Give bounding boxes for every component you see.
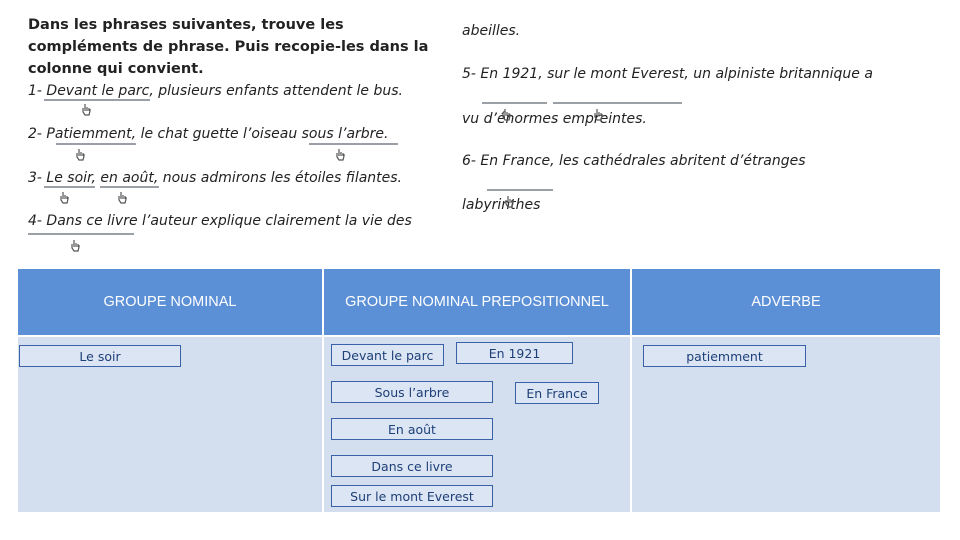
answer-chip-en-1921[interactable]: En 1921 bbox=[456, 342, 573, 364]
instructions: Dans les phrases suivantes, trouve les compléments de phrase. Puis recopie-les dans la colonne qui convient. bbox=[28, 17, 429, 77]
header-divider bbox=[18, 335, 940, 337]
drag-hand-icon[interactable] bbox=[116, 191, 128, 205]
answer-chip-sur-le-mont-everest[interactable]: Sur le mont Everest bbox=[331, 485, 493, 507]
sentence-4-continued: abeilles. bbox=[462, 23, 521, 39]
answer-underline bbox=[44, 99, 150, 101]
drag-hand-icon[interactable] bbox=[334, 148, 346, 162]
answer-chip-dans-ce-livre[interactable]: Dans ce livre bbox=[331, 455, 493, 477]
drag-hand-icon[interactable] bbox=[592, 108, 604, 122]
drag-hand-icon[interactable] bbox=[69, 239, 81, 253]
answer-underline bbox=[309, 143, 398, 145]
sentence-6-continued: labyrinthes bbox=[462, 197, 541, 213]
drag-hand-icon[interactable] bbox=[58, 191, 70, 205]
sentence-1: 1- Devant le parc, plusieurs enfants attendent le bus. bbox=[28, 83, 403, 99]
header-adverbe: ADVERBE bbox=[632, 269, 940, 335]
answer-chip-en-france[interactable]: En France bbox=[515, 382, 599, 404]
answer-underline bbox=[56, 143, 136, 145]
answer-underline bbox=[100, 186, 159, 188]
answer-underline bbox=[44, 186, 95, 188]
drag-hand-icon[interactable] bbox=[80, 103, 92, 117]
answer-chip-devant-le-parc[interactable]: Devant le parc bbox=[331, 344, 444, 366]
answer-underline bbox=[482, 102, 547, 104]
drag-hand-icon[interactable] bbox=[503, 195, 515, 209]
drag-hand-icon[interactable] bbox=[74, 148, 86, 162]
sentence-6: 6- En France, les cathédrales abritent d’étranges bbox=[462, 153, 806, 169]
drag-hand-icon[interactable] bbox=[500, 108, 512, 122]
answer-chip-sous-l-arbre[interactable]: Sous l’arbre bbox=[331, 381, 493, 403]
sentence-4: 4- Dans ce livre l’auteur explique clairement la vie des bbox=[28, 213, 412, 229]
sentence-5-continued: vu d’énormes empreintes. bbox=[462, 111, 647, 127]
sentence-5: 5- En 1921, sur le mont Everest, un alpiniste britannique a bbox=[462, 66, 873, 82]
sentence-2: 2- Patiemment, le chat guette l’oiseau sous l’arbre. bbox=[28, 126, 389, 142]
header-groupe-nominal: GROUPE NOMINAL bbox=[18, 269, 322, 335]
answer-underline bbox=[487, 189, 553, 191]
column-divider bbox=[322, 269, 324, 512]
header-groupe-nominal-prepositionnel: GROUPE NOMINAL PREPOSITIONNEL bbox=[324, 269, 630, 335]
answer-chip-en-aout[interactable]: En août bbox=[331, 418, 493, 440]
answer-chip-patiemment[interactable]: patiemment bbox=[643, 345, 806, 367]
column-divider bbox=[630, 269, 632, 512]
answer-underline bbox=[28, 233, 134, 235]
answer-underline bbox=[553, 102, 682, 104]
sentence-3: 3- Le soir, en août, nous admirons les étoiles filantes. bbox=[28, 170, 403, 186]
answer-chip-le-soir[interactable]: Le soir bbox=[19, 345, 181, 367]
